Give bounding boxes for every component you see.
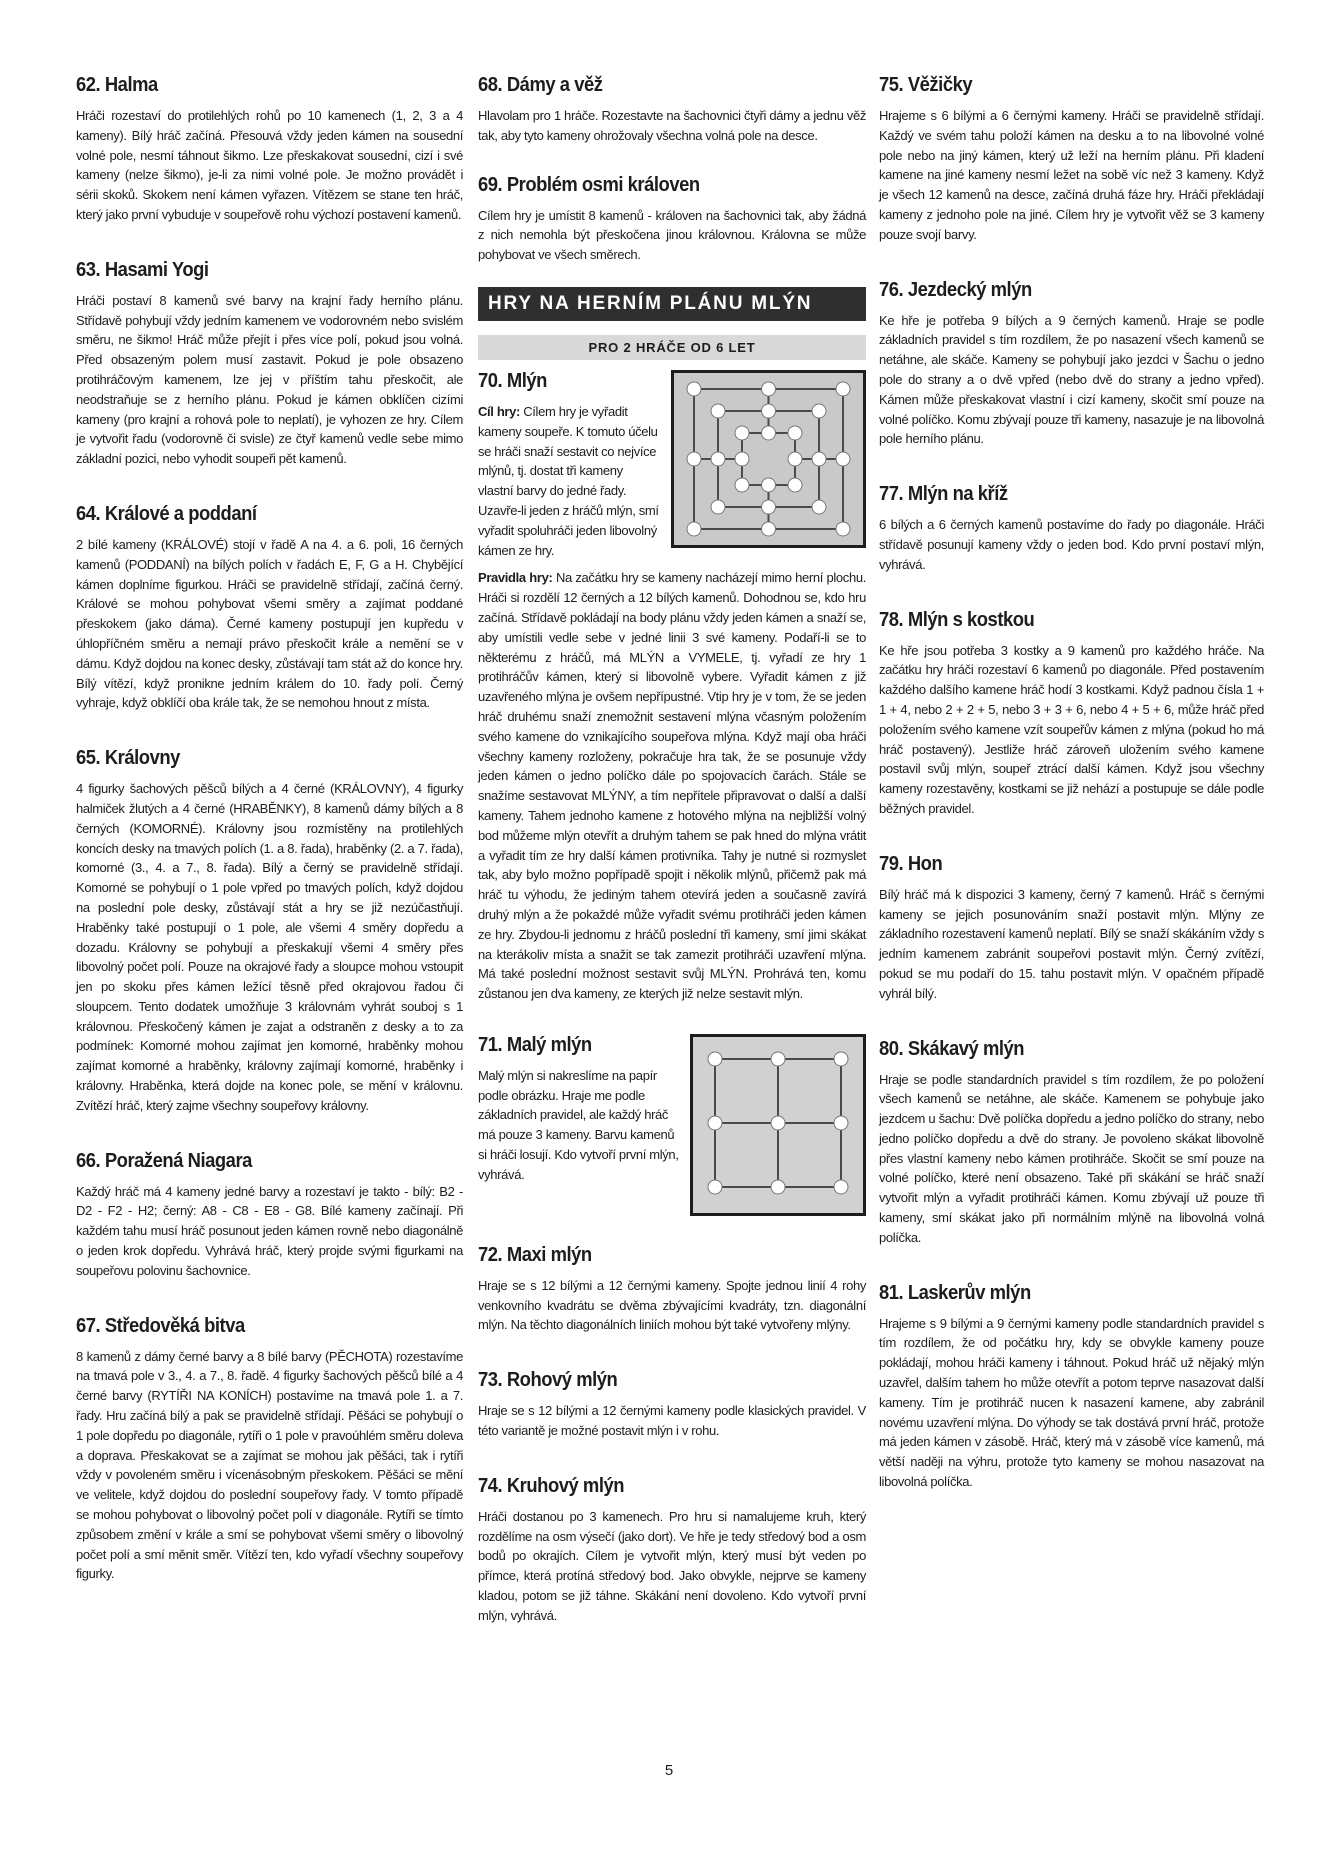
section-76 xyxy=(879,279,1264,450)
section-text: Každý hráč má 4 kameny jedné barvy a rozestaví je takto - bílý: B2 - D2 - F2 - H2; černý: A8 - C8 - E8 - G8. Bílé kameny začínají. Při každém tahu musí hráč posunout jeden kámen rovně nebo diagonálně o jeden krok dopředu. Vyhrává hráč, který projde svými figurkami na soupeřovu polovinu šachovnice. xyxy=(76,1183,463,1278)
section-title: 75. Věžičky xyxy=(879,74,973,96)
section-text: Hrajeme s 6 bílými a 6 černými kameny. Hráči se pravidelně střídají. Každý ve svém tahu položí kámen na desku a to na libovolné volné pole nebo na jiný kámen, který už leží na herním plánu. Při kladení kamene na jiné kameny nesmí ležet na sobě víc než 3 kameny. Když je všech 12 kamenů na desce, začíná druhá fáze hry. Hráči překládají kameny z jednoho pole na jiné. Cílem hry je vytvořit věž se 3 kameny pouze svojí barvy. xyxy=(879,108,1264,242)
column-left xyxy=(76,74,463,1618)
category-subband: PRO 2 HRÁČE OD 6 LET xyxy=(478,335,866,360)
mill-board-figure xyxy=(671,370,866,548)
section-title: 76. Jezdecký mlýn xyxy=(879,278,1032,301)
section-text: Hraje se s 12 bílými a 12 černými kameny. Spojte jednou linií 4 rohy venkovního kvadrátu se dvěma zbývajícími kvadráty, tzn. diagonální mlýn. Na těchto diagonálních liniích mohou být také vytvořeny mlýny. xyxy=(478,1277,866,1333)
section-title: 79. Hon xyxy=(879,852,943,875)
section-81 xyxy=(879,1282,1264,1492)
goal-label: Cíl hry: xyxy=(478,403,520,419)
section-text: Ke hře jsou potřeba 3 kostky a 9 kamenů pro každého hráče. Na začátku hry hráči rozestaví 6 kamenů po diagonále. Před postavením každého dalšího kamene hráč hodí 3 kostkami. Když padnou čísla 1 + 1 + 4, nebo 2 + 2 + 5, nebo 3 + 3 + 6, nebo 4 + 5 + 6, může hráč před položením svého kamene vzít soupeřův kámen z mlýna (pokud ho má hráč postavený). Jestliže hráč zároveň uložením svého kamene postavil svůj mlýn, soupeř ztrácí další kámen. Když jsou všechny kameny rozestavěny, kostkami se již nehází a postupuje se dále podle běžných pravidel. xyxy=(879,642,1264,816)
section-title: 74. Kruhový mlýn xyxy=(478,1474,625,1497)
section-text: Hrajeme s 9 bílými a 9 černými kameny podle standardních pravidel s tím rozdílem, že od počátku hry, kdy se obvykle kameny pouze pokládají, mohou hráči kameny i táhnout. Pokud hráč už nějaký mlýn uzavřel, dalším tahem ho může otevřít a potom teprve nasazovat další kameny. Tím je protihráč nucen k nasazení kamene, aby zabránil novému uzavření mlýna. Do výhody se tak dostává první hráč, protože má jeden kámen v zásobě. Hráč, který má v zásobě více kamenů, má větší naději na výhru, protože tyto kameny se mohou nasazovat na libovolná políčka. xyxy=(879,1315,1264,1490)
section-65 xyxy=(76,747,463,1116)
nine-mens-morris-board xyxy=(674,373,863,545)
section-79 xyxy=(879,853,1264,1004)
category-band: HRY NA HERNÍM PLÁNU MLÝN xyxy=(478,287,866,321)
section-title: 66. Poražená Niagara xyxy=(76,1149,252,1172)
section-title: 69. Problém osmi královen xyxy=(478,173,700,196)
section-74 xyxy=(478,1475,866,1626)
section-62 xyxy=(76,74,463,225)
section-title: 77. Mlýn na kříž xyxy=(879,483,1008,506)
section-text: Hráči rozestaví do protilehlých rohů po 10 kamenech (1, 2, 3 a 4 kameny). Bílý hráč začíná. Přesouvá vždy jeden kámen na sousední volné pole, nesmí táhnout šikmo. Lze přeskakovat sousední, cizí i své kameny (nelze šikmo), je-li za nimi volné pole. Je možno provádět i sérii skoků. Skokem není kámen vyřazen. Vítězem se stane ten hráč, který jako první vybuduje v soupeřově rohu výchozí postavení kamenů. xyxy=(76,108,463,222)
section-64 xyxy=(76,503,463,713)
section-title: 78. Mlýn s kostkou xyxy=(879,608,1035,631)
section-title: 72. Maxi mlýn xyxy=(478,1243,592,1266)
rules-text: Na začátku hry se kameny nacházejí mimo herní plochu. Hráči si rozdělí 12 černých a 12 bílých kamenů. Dohodnou se, kdo hru začíná. Střídavě pokládají na body plánu vždy jeden kámen a snaží se, aby umístili vedle sebe v jedné linii 3 své kameny. Podaří-li se to některému z hráčů, má MLÝN a VYMELE, tj. vyřadí ze hry 1 protihráčův kámen, který si libovolně vybere. Vyřadit kámen z již uzavřeného mlýna je ovšem nepřípustné. Vtip hry je v tom, že se jeden hráč druhému snaží znemožnit sestavení mlýna včasným položením svého kamene do vznikajícího soupeřova mlýna. Když mají oba hráči všechny kameny rozloženy, pokračuje hra tak, že se posunuje vždy jeden kámen o jedno políčko dále po spojovacích čarách. Stále se snažíme sestavovat MLÝNY, a tím nepřítele připravovat o další a další kameny. Tahem jednoho kamene z hotového mlýna na nejbližší volný bod můžeme mlýn otevřít a druhým tahem se pak hned do mlýna vrátit a vyřadit tím ze hry další kámen protivníka. Tahy je nutné si rozmyslet tak, aby bylo možno popřípadě spojit i několik mlýnů, přičemž pak má hráč tu výhodu, že jediným tahem otevírá jeden a současně zavírá druhý mlýn a že pokaždé může vyřadit svému protihráči jeden kámen ze hry. Zbydou-li jednomu z hráčů poslední tři kameny, smí jimi skákat na kterákoliv místa a snažit se tak zamezit protihráči uzavření mlýna. Má také poslední možnost sestavit svůj MLÝN. Prohrává ten, komu zůstanou jen dva kameny, ze kterých již nelze sestavit mlýn. xyxy=(478,570,866,1002)
section-71 xyxy=(478,1034,866,1222)
section-73 xyxy=(478,1369,866,1441)
section-title: 68. Dámy a věž xyxy=(478,74,603,96)
section-63 xyxy=(76,259,463,469)
rules-label: Pravidla hry: xyxy=(478,570,553,586)
section-title: 65. Královny xyxy=(76,747,180,770)
section-80 xyxy=(879,1038,1264,1248)
section-title: 62. Halma xyxy=(76,74,158,96)
section-67 xyxy=(76,1315,463,1585)
section-title: 67. Středověká bitva xyxy=(76,1314,245,1337)
section-text: Hlavolam pro 1 hráče. Rozestavte na šachovnici čtyři dámy a jednu věž tak, aby tyto kameny ohrožovaly všechna volná pole na desce. xyxy=(478,108,866,143)
section-72 xyxy=(478,1244,866,1335)
section-text: 6 bílých a 6 černých kamenů postavíme do řady po diagonále. Hráči střídavě posunují kameny vždy o jeden bod. Kdo první postaví mlýn, vyhrává. xyxy=(879,517,1264,572)
section-70 xyxy=(478,370,866,1004)
section-title: 73. Rohový mlýn xyxy=(478,1369,618,1392)
small-mill-board-figure xyxy=(690,1034,866,1216)
section-title: 64. Králové a poddaní xyxy=(76,502,257,525)
section-text: Hraje se podle standardních pravidel s tím rozdílem, že po položení všech kamenů se netáhne, ale skáče. Kamenem se pohybuje jako jezdcem u šachu: Dvě políčka dopředu a jedno políčko do strany, nebo jedno políčko dopředu a dvě do strany. Je povoleno skákat libovolně přes vlastní kameny nebo kámen protihráče. Skočit se smí pouze na volné políčko, které není obsazeno. Také při skákání se hráč snaží vytvořit mlýn a vyřadit protihráči kámen. Komu zbývají už pouze tři kameny, smí skákat jako při normálním mlýně na libovolná volná políčka. xyxy=(879,1071,1264,1245)
column-right xyxy=(879,74,1264,1492)
section-title: 63. Hasami Yogi xyxy=(76,258,209,281)
small-mill-board xyxy=(693,1037,863,1213)
rules-paragraph xyxy=(478,568,866,1004)
section-69 xyxy=(478,174,866,265)
section-title: 81. Laskerův mlýn xyxy=(879,1281,1031,1304)
section-text: 2 bílé kameny (KRÁLOVÉ) stojí v řadě A na 4. a 6. poli, 16 černých kamenů (PODDANÍ) na bílých polích v řadách E, F, G a H. Chybějící kámen doplníme figurkou. Hráči se pravidelně střídají, začíná černý. Králové se mohou pohybovat všemi směry a zajímat poddané přeskokem (jako dáma). Černé kameny postupují jen kupředu v úhlopříčném směru a nemají právo přeskočit krále a nemění se v dámu. Když dojdou na konec desky, zůstávají tam stát až do konce hry. Bílý vítězí, když pronikne jedním králem do 10. řady polí. Černý vyhraje, když obklíčí oba krále tak, že se nemohou hnout z místa. xyxy=(76,536,463,711)
column-middle xyxy=(478,74,866,1626)
section-text: Cílem hry je umístit 8 kamenů - královen na šachovnici tak, aby žádná z nich nemohla být přeskočena jinou královnou. Královna se může pohybovat ve všech směrech. xyxy=(478,207,866,263)
section-title: 71. Malý mlýn xyxy=(478,1033,592,1056)
section-66 xyxy=(76,1150,463,1281)
section-text: Ke hře je potřeba 9 bílých a 9 černých kamenů. Hraje se podle základních pravidel s tím rozdílem, že po nasazení všech kamenů se netáhne, ale skáče. Kameny se pohybují jako jezdci v Šachu o jedno pole do strany a o dvě vpřed (nebo dvě do strany a jedno vpřed). Kámen může přeskakovat vlastní i cizí kameny, skočit smí pouze na volné políčko. Komu zbývají pouze tři kameny, nasazuje je na libovolná pole herního plánu. xyxy=(879,312,1264,447)
section-text: Bílý hráč má k dispozici 3 kameny, černý 7 kamenů. Hráč s černými kameny se jejich posunováním snaží postavit mlýn. Mlýny ze základního rozestavení kamenů neplatí. Bílý se snaží skákáním vždy s jedním kamenem zabránit soupeřovi postavit mlýn. Černý zvítězí, pokud se mu podaří do 15. tahu postavit mlýn. V opačném případě vyhrál bílý. xyxy=(879,886,1264,1001)
section-title: 80. Skákavý mlýn xyxy=(879,1037,1025,1060)
section-title: 70. Mlýn xyxy=(478,369,547,392)
section-77 xyxy=(879,483,1264,574)
section-75 xyxy=(879,74,1264,245)
section-text: Hráči postaví 8 kamenů své barvy na krajní řady herního plánu. Střídavě pohybují vždy jedním kamenem ve vodorovném nebo svislém směru, ne šikmo! Hráč může přejít i přes více polí, pokud jsou volná. Před obsazeným polem musí zastavit. Pokud je pole obsazeno protihráčovým kamenem, lze jej v příštím tahu přeskočit, ale neodstraňuje se z herního plánu. Pokud je kámen obklíčen cizími kameny (pro krajní a rohová pole to neplatí), je vyhozen ze hry. Cílem je vytvořit řadu (vodorovně či svisle) ze čtyř kamenů vedle sebe mimo základní pozici, nebo vyhodit soupeři pět kamenů. xyxy=(76,292,463,467)
section-78 xyxy=(879,609,1264,819)
section-text: 8 kamenů z dámy černé barvy a 8 bílé barvy (PĚCHOTA) rozestavíme na tmavá pole v 3., 4. a 7., 8. řadě. 4 figurky šachových pěšců bílé a 4 černé barvy (RYTÍŘI NA KONÍCH) postavíme na tmavá pole 1. a 7. řady. Hru začíná bílý a pak se pravidelně střídají. Pěšáci se pohybují o 1 pole dopředu po diagonále, rytíři o 1 pole v pravoúhlém směru doleva a doprava. Přeskakovat se a zajímat se mohou jak pěšáci, tak i rytíři vždy v povoleném směru i vícenásobným přeskokem. Pěšáci se mění ve velitele, když dojdou do poslední soupeřovy řady. V tomto případě se mohou pohybovat o libovolný počet polí v diagonále. Rytíři se tímto způsobem změní v krále a smí se pohybovat všemi směry o libovolný počet polí a smí měnit směr. Vítězí ten, kdo vyřadí všechny soupeřovy figurky. xyxy=(76,1348,463,1582)
section-text: 4 figurky šachových pěšců bílých a 4 černé (KRÁLOVNY), 4 figurky halmiček žlutých a 4 černé (HRABĚNKY), 8 kamenů dámy bílých a 8 černých (KOMORNÉ). Královny jsou rozmístěny na protilehlých koncích desky na tmavých polích (1. a 8. řada), hraběnky (2. a 7. řada), komorné (3., 4. a 7., 8. řada). Bílý a černý se pravidelně střídají. Komorné se pohybují o 1 pole vpřed po tmavých polích, když dojdou na poslední pole desky, zůstávají stát a hry se již nezúčastňují. Hraběnky také postupují o 1 pole, ale všemi 4 směry dopředu a dozadu. Královny se pohybují a přeskakují všemi 4 směry přes libovolný počet polí. Pouze na okrajové řady a sloupce mohou vstoupit jen po skoku přes kámen ležící těsně před okrajovou řadou či sloupcem. Tento dodatek umožňuje 3 královnám vyhrát souboj s 1 královnou. Přeskočený kámen je zajat a odstraněn z desky a to za podmínek: Komorné mohou zajímat jen komorné, hraběnky mohou zajímat komorné a hraběnky, královny zajímají komorné, hraběnky i královny. Hraběnka, která dojde na konec pole, se mění v královnu. Zvítězí hráč, který zajme všechny soupeřovy královny. xyxy=(76,781,463,1113)
page-number: 5 xyxy=(664,1762,674,1779)
section-text: Hráči dostanou po 3 kamenech. Pro hru si namalujeme kruh, který rozdělíme na osm výsečí (jako dort). Ve hře je tedy středový bod a osm bodů po okrajích. Cílem je vytvořit mlýn, který musí být veden po přímce, která protíná středový bod. Jako obvykle, nejprve se kameny kladou, potom se již táhne. Skákání není dovoleno. Kdo vytvoří první mlýn, vyhrává. xyxy=(478,1508,866,1623)
goal-text: Cílem hry je vyřadit kameny soupeře. K tomuto účelu se hráči snaží sestavit co nejvíce mlýnů, tj. dostat tři kameny vlastní barvy do jedné řady. Uzavře-li jeden z hráčů mlýn, smí vyřadit spoluhráči jeden libovolný kámen ze hry. xyxy=(478,403,659,558)
section-text: Hraje se s 12 bílými a 12 černými kameny podle klasických pravidel. V této variantě je možné postavit mlýn i v rohu. xyxy=(478,1403,866,1439)
section-text: Malý mlýn si nakreslíme na papír podle obrázku. Hraje me podle základních pravidel, ale každý hráč má pouze 3 kameny. Barvu kamenů si hráči losují. Kdo vytvoří první mlýn, vyhrává. xyxy=(478,1067,679,1182)
section-68 xyxy=(478,74,866,146)
